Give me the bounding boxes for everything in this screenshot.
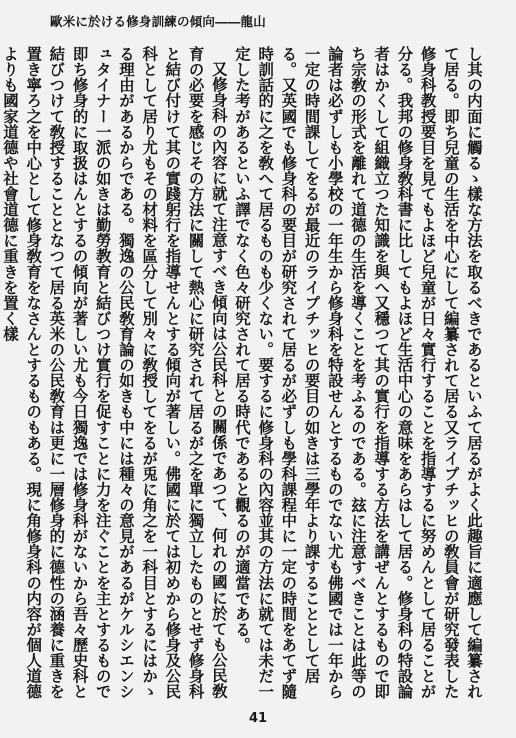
paragraph: し其の内面に觸るゝ樣な方法を取るべきであるといふて居るがよく此趣旨に適應して編纂されて居る。即ち兒童の生活を中心にして編纂されて居る又ライプチッヒの敎員會が研究發表した修身科教授要目を見てもよほど兒童が日々實行することを指導するに努めんとして居ることが分る。我邦の修身敎科書に比してもよほど生活中心の意味をあらはして居る。修身科の特設論者はかくして組織立つた知識を與へ又穩つて其の實行を指導する方法を講ぜんとするもので即ち宗敎の形式を離れて道德の生活を導くことを考ふるのである。玆に注意すべきことは此等の論者は必ずしも小學校の一年生から修身科を特設せんとするものでない尤も佛國では一年から一定の時間課してをるが最近のライプチッヒの要目の如きは三學年より課することとして居る。又英國でも修身科の要目が研究されて居るが必ずしも學科課程中に一定の時間をあてず隨時訓話的に之を敎へて居るものも少くない。要するに修身科の內容並其の方法に就ては未だ一定した考があるといふ譯でなく色々研究されて居る時代であると觀るのが適當である。 [232, 46, 483, 700]
page-number: 41 [248, 711, 268, 726]
paragraph: 又修身科の內容に就て注意すべき傾向は公民科との關係であつて、何れの國に於ても公民敎育の必要を感じその方法に關して熱心に研究されて居るが之を單に獨立したものとせず修身科と結び付けて其の實踐躬行を指導せんとする傾向が著しい。佛國に於ては初めから修身及公民科として居り尤もその材料を區分して別々に敎授してをるが兎に角之を一科目とするにはかゝる理由があるからである。獨逸の公民敎育論の如きも中には種々の意見があるがケルシエンシュタイナー一派の如きは勤勞教育と結びつけ實行を促すことに力を注ぐことを主とするもので即ち修身的に取扱はんとするの傾向が著しい尤も今日獨逸では修身科がないから吾々歷史科と結びつけて敎授することとなつて居る英米の公民敎育は更に一層修身的に德性の涵養に重きを置き寧ろ之を中心として修身敎育をなさんとするものもある。現に角修身科の内容が個人道德よりも國家道德や社會道德に重きを置く樣 [0, 46, 228, 700]
running-header [50, 12, 486, 30]
author-name: ――龍山 [215, 14, 266, 29]
article-title: 歐米に於ける修身訓練の傾向 [50, 14, 216, 29]
vertical-body-text [0, 46, 485, 710]
